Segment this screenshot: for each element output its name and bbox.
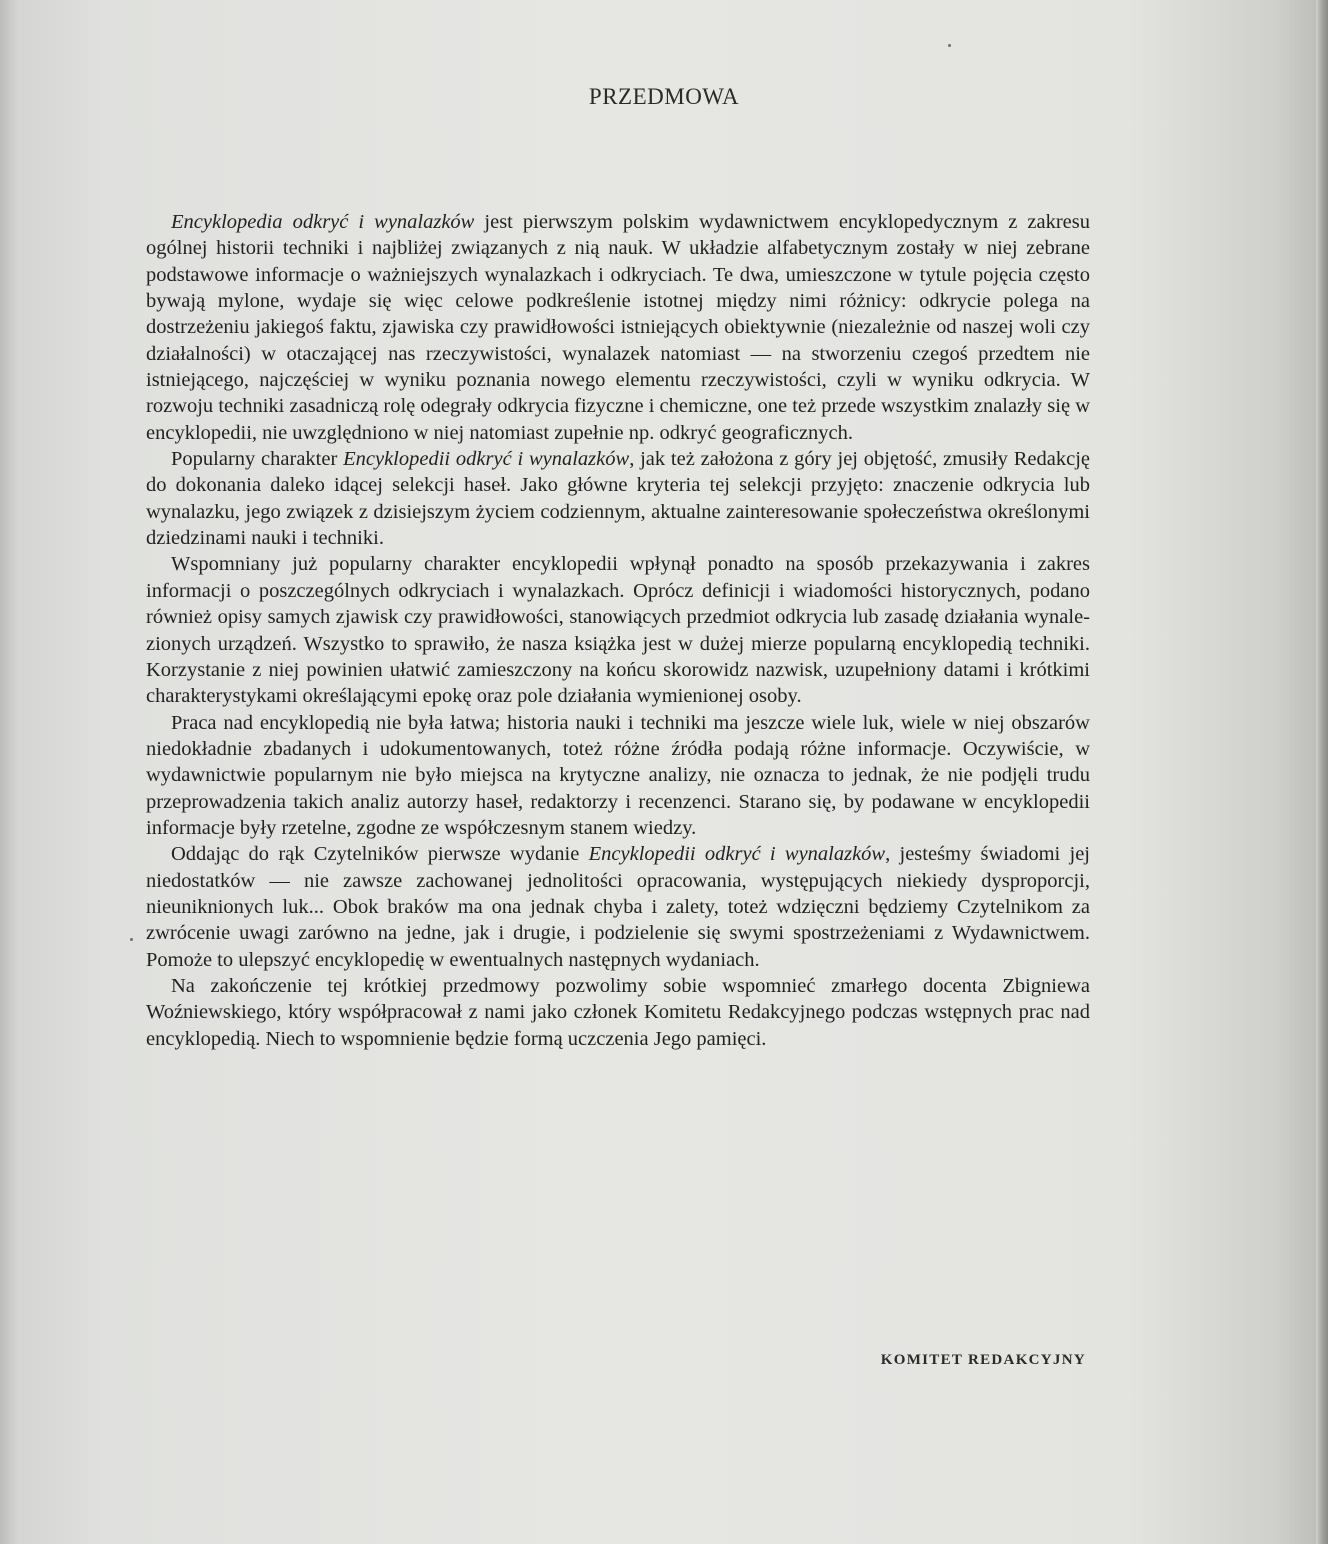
paragraph-text: jest pierwszym polskim wydawnictwem encyklopedycznym z zakresu ogólnej historii techniki i najbliżej związanych z nią nauk. W układzie alfabetycznym zostały w niej zebrane podstawowe informacje o ważniejszych wynalazkach i odkryciach. Te dwa, umieszczone w tytule pojęcia często bywają mylone, wydaje się więc celowe podkreślenie istotnej między nimi różnicy: odkrycie polega na dostrzeżeniu jakiegoś faktu, zjawiska czy prawidłowości istniejących obiektywnie (niezależnie od naszej woli czy działalności) w otaczającej nas rzeczywistości, wynalazek natomiast — na stworzeniu czegoś przedtem nie istniejącego, najczęściej w wyniku poznania nowego elementu rzeczywistości, czyli w wyniku odkrycia. W rozwoju techniki zasadniczą rolę odegrały odkrycia fizyczne i chemiczne, one też przede wszystkim znalazły się w encyklopedii, nie uwzględniono w niej natomiast zupełnie np. odkryć geograficznych. [146,211,1090,444]
book-edge [1316,0,1328,1544]
paragraph [146,209,1090,446]
paragraph [146,446,1090,551]
dust-speck [948,44,951,47]
book-title-italic: Encyklopedii odkryć i wynalazków [588,843,886,866]
dust-speck [130,938,133,941]
signature: KOMITET REDAKCYJNY [880,1352,1086,1368]
preface-body [146,209,1090,1052]
book-title-italic: Encyklopedii odkryć i wynalazków [343,448,630,471]
paragraph: Wspomniany już popularny charakter encyklopedii wpłynął ponadto na sposób przekazywania i zakres informacji o poszczególnych odkryciach i wynalazkach. Oprócz definicji i wiadomości historycznych, podano również opisy samych zjawisk czy prawidłowości, stanowiących przedmiot odkrycia lub zasadę działania wynalezionych urządzeń. Wszystko to sprawiło, że nasza książka jest w dużej mierze popularną encyklopedią techniki. Korzystanie z niej powinien ułatwić zamieszczony na końcu skorowidz nazwisk, uzupełniony datami i krótkimi charakterystykami określającymi epokę oraz pole działania wymienionej osoby. [146,553,1090,708]
paragraph [146,841,1090,973]
page-gutter-shadow [0,0,18,1544]
paragraph-text: , jak też założona z góry jej objętość, zmusiły Redakcję do dokonania daleko idącej selekcji haseł. Jako główne kryteria tej selekcji przyjęto: znaczenie odkrycia lub wynalazku, jego związek z dzisiejszym życiem codziennym, aktualne zainteresowanie społeczeństwa określonymi dziedzinami nauki i techniki. [146,448,1090,550]
page-title: PRZEDMOWA [588,84,740,109]
book-title-italic: Encyklopedia odkryć i wynalazków [171,211,475,233]
paragraph: Na zakończenie tej krótkiej przedmowy pozwolimy sobie wspomnieć zmarłego docenta Zbigniewa Woźniewskiego, który współpracował z nami jako członek Komitetu Redakcyjnego podczas wstępnych prac nad encyklopedią. Niech to wspomnienie będzie formą uczczenia Jego pamięci. [146,974,1090,1050]
paragraph: Praca nad encyklopedią nie była łatwa; historia nauki i techniki ma jeszcze wiele luk, wiele w niej obszarów niedokładnie zbadanych i udokumentowanych, toteż różne źródła podają różne informacje. Oczywiście, w wydawnictwie popularnym nie było miejsca na krytyczne analizy, nie oznacza to jednak, że nie podjęli trudu przeprowadzenia takich analiz autorzy haseł, redaktorzy i recenzenci. Starano się, by podawane w encyklopedii informacje były rzetelne, zgodne ze współczesnym stanem wiedzy. [146,711,1090,839]
paragraph-text: , jesteśmy świadomi jej niedostatków — nie zawsze zachowanej jednolitości opracowania, występujących niekiedy dysproporcji, nieuniknionych luk... Obok braków ma ona jednak chyba i zalety, toteż wdzięczni będziemy Czytelnikom za zwrócenie uwagi zarówno na jedne, jak i drugie, i podzielenie się swymi spostrzeżeniami z Wydawnictwem. Pomoże to ulepszyć encyklopedię w ewentualnych następnych wydaniach. [146,843,1090,971]
paragraph-text: Oddając do rąk Czytelników pierwsze wydanie [171,843,589,866]
paragraph-text: Popularny charakter [171,448,344,471]
